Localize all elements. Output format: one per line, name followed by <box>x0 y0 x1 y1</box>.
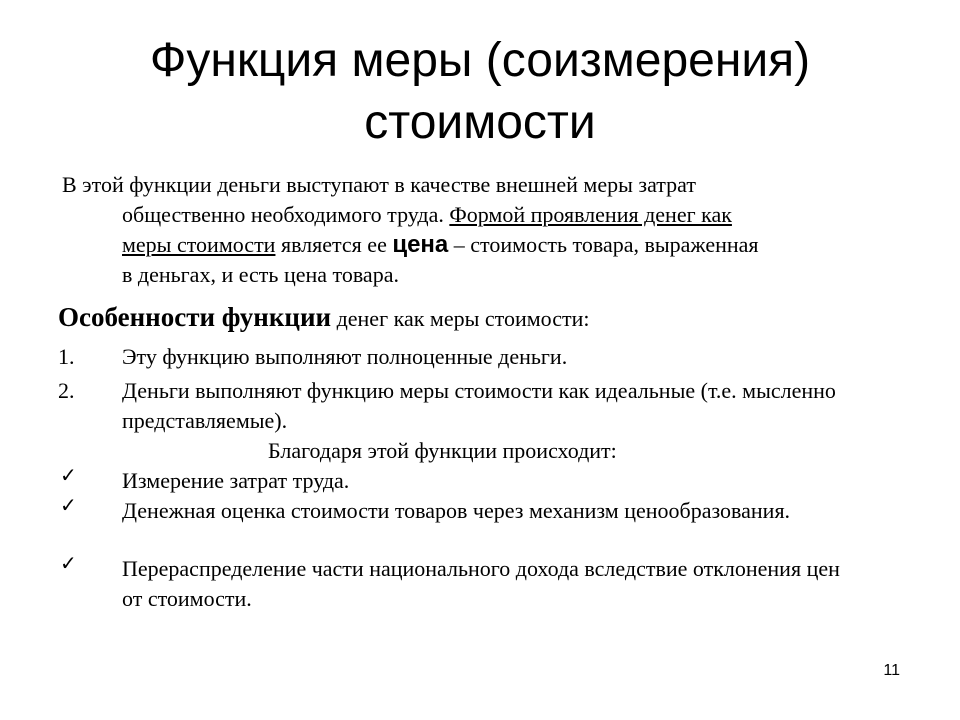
intro-paragraph <box>62 170 922 290</box>
title-line-2: стоимости <box>364 96 596 149</box>
intro-text-3: является ее <box>275 232 393 257</box>
intro-text-1: В этой функции деньги выступают в качестве внешней меры затрат <box>62 172 696 197</box>
intro-continuation-3 <box>62 260 922 290</box>
item-text: Эту функцию выполняют полноценные деньги. <box>122 344 568 369</box>
check-item-text: Денежная оценка стоимости товаров через механизм ценообразования. <box>122 498 791 523</box>
slide-title <box>40 30 920 154</box>
intro-text-2: общественно необходимого труда. <box>122 202 450 227</box>
features-heading <box>58 302 918 334</box>
title-line-1: Функция меры (соизмерения) <box>149 34 811 87</box>
item-text: Деньги выполняют функцию меры стоимости как идеальные (т.е. мысленно представляемые). <box>122 378 836 433</box>
consequence-heading: Благодаря этой функции происходит: <box>268 438 617 463</box>
check-icon: ✓ <box>60 493 77 517</box>
check-item-text: Измерение затрат труда. <box>122 468 350 493</box>
check-icon: ✓ <box>60 551 77 575</box>
page-number: 11 <box>883 662 900 679</box>
intro-continuation <box>62 200 922 230</box>
intro-accent-price: цена <box>392 231 449 258</box>
check-item-1 <box>58 463 918 496</box>
intro-text-4: – стоимость товара, выраженная <box>448 232 759 257</box>
item-number: 1. <box>58 344 75 369</box>
check-item-2 <box>58 493 798 526</box>
intro-continuation-2 <box>62 230 922 260</box>
intro-underlined-2: меры стоимости <box>122 232 276 257</box>
numbered-item-1 <box>58 342 918 372</box>
features-heading-bold: Особенности функции <box>58 302 332 332</box>
numbered-item-2 <box>58 376 878 436</box>
intro-underlined-1: Формой проявления денег как <box>449 202 732 227</box>
check-item-3 <box>58 551 858 614</box>
item-number: 2. <box>58 378 75 403</box>
check-item-text: Перераспределение части национального дохода вследствие отклонения цен от стоимости. <box>122 556 840 611</box>
features-heading-rest: денег как меры стоимости: <box>331 306 590 331</box>
intro-text-5: в деньгах, и есть цена товара. <box>122 262 399 287</box>
check-icon: ✓ <box>60 463 77 487</box>
